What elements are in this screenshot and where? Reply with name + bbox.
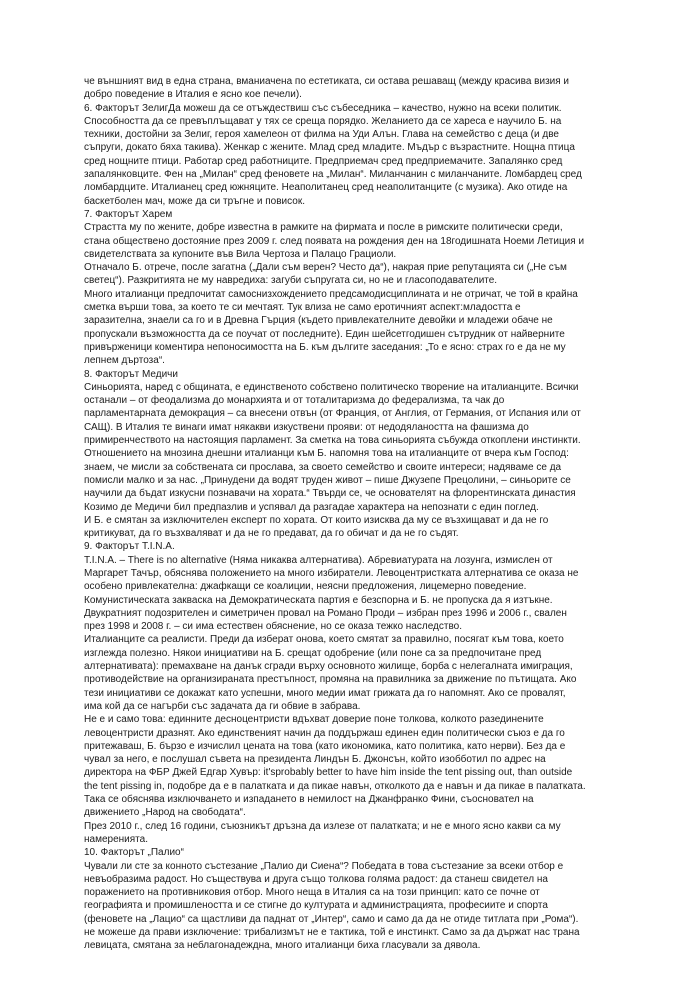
text-line: Маргарет Тачър, обяснява положението на много избиратели. Левоцентристката алтернатива се оказа не <box>84 567 579 579</box>
text-line: знаем, че мисли за собствената си прослава, за своето семейство и своите интереси; надяваме се да <box>84 461 562 473</box>
text-line: сред нощните птици. Работар сред работниците. Предприемач сред предприемачите. Запалянко сред <box>84 155 563 167</box>
text-line: противодействие на организираната престъпност, промяна на правилника за движение по пътищата. Ако <box>84 674 577 686</box>
text-line: T.I.N.A. – There is no alternative (Няма никаква алтернатива). Абревиатурата на лозунга, измислен от <box>84 554 553 566</box>
text-line: Комунистическата закваска на Демократическата партия е безспорна и Б. не пропуска да я изтъкне. <box>84 594 553 606</box>
text-line: изглежда полезно. Някои инициативи на Б. срещат одобрение (или поне са за предпочитане пред <box>84 647 542 659</box>
text-line: Способността да се превъплъщават у тях се среща порядко. Желанието да се хареса е научило Б. на <box>84 115 562 127</box>
text-line: ломбардците. Италианец сред южняците. Неаполитанец сред неаполитанците (с музика). Ако отиде на <box>84 182 568 194</box>
text-line: светец“). Разкритията не му навредиха: загуби съпругата си, но не и гласоподавателите. <box>84 275 498 287</box>
text-line: особено привлекателна: джафкащи се коалиции, неясни предложения, лицемерно поведение. <box>84 581 527 593</box>
text-line: Чували ли сте за конното състезание „Палио ди Сиена“? Победата в това състезание за всеки отбор е <box>84 860 564 872</box>
text-line: сметка върши това, за което те си мечтаят. Тук влиза не само еротичният аспект:младостта е <box>84 302 521 314</box>
text-line: заразителна, знаели са го и в Древна Гърция (където привлекателните девойки и младежи обаче не <box>84 315 553 327</box>
text-line: 7. Факторът Харем <box>84 208 173 220</box>
text-line: Много италианци предпочитат самоснизхождението предсамодисциплината и не отричат, че той в крайна <box>84 288 578 300</box>
text-line: има кой да се нагърби със задачата да ги обвие в забрава. <box>84 700 361 712</box>
text-line: алтернативата): премахване на данък сгради върху основното жилище, борба с нелегалната имиграция, <box>84 661 573 673</box>
text-line: че външният вид в една страна, вманиачена по естетиката, си остава решаващ (между красива визия и <box>84 76 570 87</box>
text-line: Синьорията, наред с общината, е единственото собствено политическо творение на италианците. Всички <box>84 381 579 393</box>
text-line: през 1998 и 2008 г. – си има естествен обяснение, но се оказа тежко наследство. <box>84 621 462 633</box>
text-line: помисли малко и за нас. „Принудени да водят труден живот – пише Джузепе Прецолини, – синьорите се <box>84 474 571 486</box>
text-line: невъобразима радост. Но съществува и друга също толкова голяма радост: да станеш свидетел на <box>84 873 548 885</box>
text-line: И Б. е смятан за изключителен експерт по хората. От които изисква да му се възхищават и да не го <box>84 514 549 526</box>
text-line: Отношението на мнозина днешни италианци към Б. напомня това на италианците от вчера към Господ: <box>84 448 569 460</box>
text-line: пропускали възможността да се поучат от последните). Един шейсетгодишен сътрудник от найверните <box>84 328 565 340</box>
text-line: Италианците са реалисти. Преди да изберат онова, което смятат за правилно, посягат към това, което <box>84 634 564 646</box>
text-line: стана обществено достояние през 2009 г. след появата на рождения ден на 18годишната Ноеми Летиция и <box>84 235 585 247</box>
text-line: техники, достойни за Зелиг, героя хамелеон от филма на Уди Алън. Глава на семейство с деца (и две <box>84 129 559 141</box>
text-line: директора на ФБР Джей Едгар Хувър: it'sprobably better to have him inside the tent pissing out, than outside <box>84 767 573 779</box>
text-line: съпруги, докато бяха такива). Женкар с жените. Млад сред младите. Мъдър с възрастните. Нощна птица <box>84 142 575 154</box>
text-line: (феновете на „Лацио“ са щастливи да паднат от „Интер“, само и само да да не отиде титлата при „Рома“). <box>84 913 579 925</box>
text-line: През 2010 г., след 16 години, съюзникът дръзна да излезе от палатката; и не е много ясно какви са му <box>84 820 561 832</box>
text-line: парламентарната демокрация – са внесени отвън (от Франция, от Англия, от Германия, от Испания или от <box>84 408 581 420</box>
text-line: лепнем дъртоза“. <box>84 355 165 367</box>
text-line: критикуват, да го възхваляват и да не го предават, да го обичат и да не го съдят. <box>84 528 459 540</box>
text-line: поражението на противниковия отбор. Много неща в Италия са на този принцип: като се почне от <box>84 887 540 899</box>
text-line: баскетболен мач, може да си тръгне и повисок. <box>84 195 305 207</box>
text-line: останали – от феодализма до монархията и от тоталитаризма до федерализма, та чак до <box>84 395 505 407</box>
text-line: Така се обяснява изключването и изпадането в немилост на Джанфранко Фини, съосновател на <box>84 794 534 806</box>
text-line: свидетелствата за купоните във Вила Чертоза и Палацо Грациоли. <box>84 248 397 260</box>
text-line: 8. Факторът Медичи <box>84 368 178 380</box>
text-line: левицата, смятана за неблагонадеждна, много италианци биха гласували за дявола. <box>84 940 481 952</box>
text-line: добро поведение в Италия е ясно кое печели). <box>84 89 302 101</box>
text-line: the tent pissing in, подобре да е в палатката и да пикае навън, отколкото да е навън и да пикае в палатката. <box>84 780 586 792</box>
text-line: научили да бъдат изкусни познавачи на хората.“ Твърди се, че основателят на флорентинската династия <box>84 488 576 500</box>
text-line: не можеше да прави изключение: трибализмът не е тактика, той е инстинкт. Само за да държат нас трана <box>84 927 580 938</box>
text-line: Двукратният подозрителен и симетричен провал на Романо Проди – избран през 1996 и 2006 г., свален <box>84 607 567 619</box>
text-line: левоцентристи дразнят. Ако единственият начин да поддържаш единен един политически съюз е да го <box>84 727 565 739</box>
text-line: географията и промишлеността и се стигне до културата и администрацията, професиите и спорта <box>84 900 548 912</box>
text-line: намеренията. <box>84 833 148 845</box>
text-line: 6. Факторът ЗелигДа можеш да се отъждествиш със събеседника – качество, нужно на всеки политик. <box>84 102 562 114</box>
text-line: 10. Факторът „Палио“ <box>84 847 184 859</box>
text-line: Не е и само това: единните десноцентристи вдъхват доверие поне толкова, колкото разединените <box>84 714 544 726</box>
text-line: примиренчеството на настоящия парламент. За сметка на това синьорията събужда откоплени инстинкти. <box>84 435 581 447</box>
text-line: 9. Факторът T.I.N.A. <box>84 541 175 553</box>
text-line: тези инициативи се докажат като успешни, много медии имат грижата да го напомнят. Ако се провалят, <box>84 687 566 699</box>
text-line: чувал за него, е послушал съвета на президента Линдън Б. Джонсън, който изобботил по адрес на <box>84 754 546 766</box>
text-line: притежаваш, Б. бързо е изчислил цената на това (като икономика, като политика, като нерви). Без да е <box>84 740 566 752</box>
text-line: запалянковците. Фен на „Милан“ сред феновете на „Милан“. Миланчанин с миланчаните. Ломбардец сред <box>84 169 582 181</box>
text-line: движението „Народ на свободата“. <box>84 807 246 819</box>
text-line: Отначало Б. отрече, после загатна („Дали съм верен? Често да“), накрая прие репутацията си („Не съм <box>84 262 567 274</box>
text-line: Страстта му по жените, добре известна в рамките на фирмата и после в римските политически среди, <box>84 222 563 234</box>
text-line: привърженици коментира непоносимостта на Б. към дългите заседания: „То е ясно: страх го е да не му <box>84 341 566 353</box>
text-line: САЩ). В Италия те винаги имат някакви изкуствени прояви: от недодялаността на фашизма до <box>84 421 529 433</box>
text-line: Козимо де Медичи бил предпазлив и успявал да разгадае характера на непознати с един поглед. <box>84 501 539 513</box>
